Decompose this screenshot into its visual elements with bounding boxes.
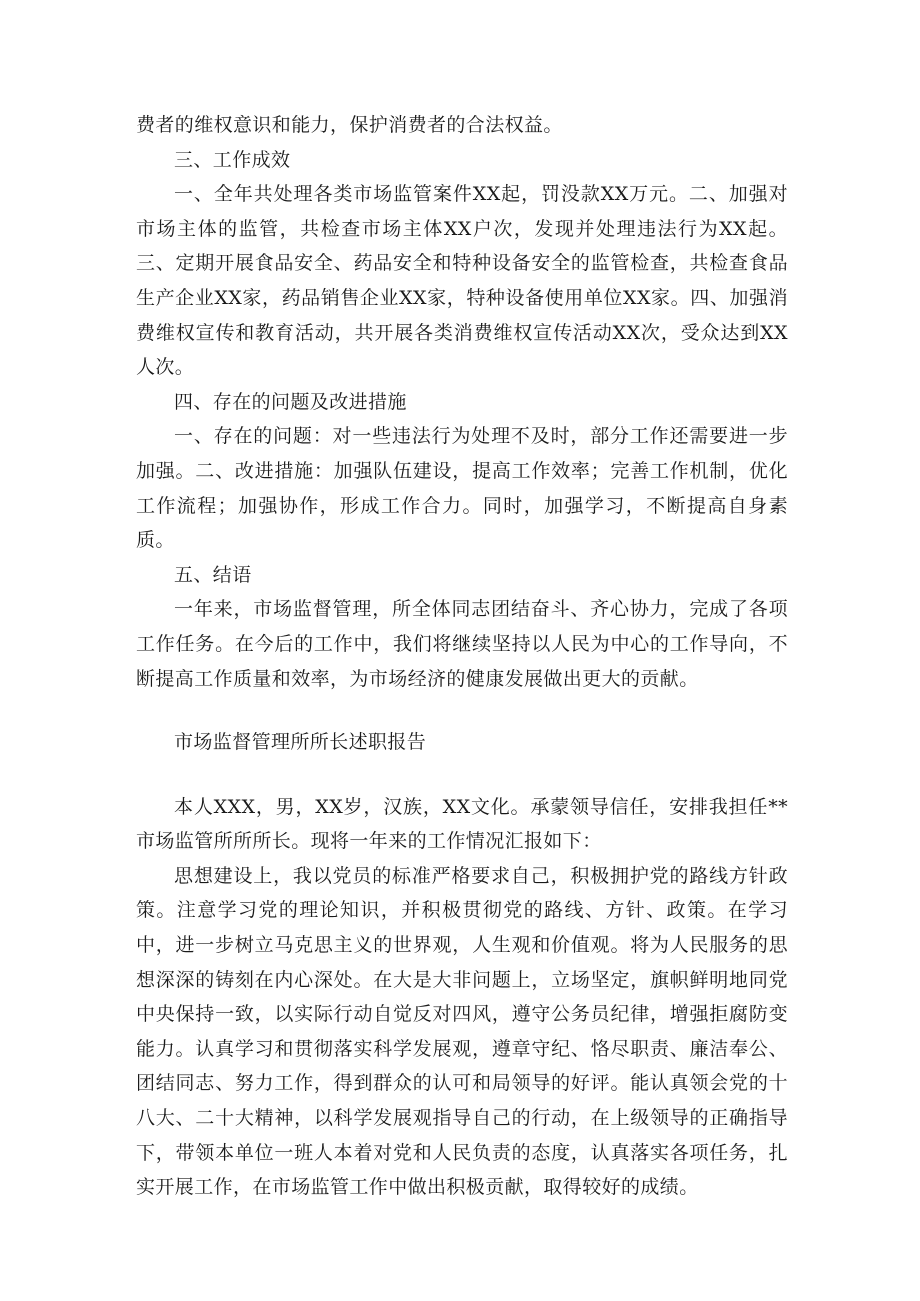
section-heading-results: 三、工作成效: [174, 148, 291, 171]
document-body: [136, 108, 788, 1205]
paragraph-introduction: 本人XXX，男，XX岁，汉族，XX文化。承蒙领导信任，安排我担任**市场监管所所所长。现将一年来的工作情况汇报如下：: [136, 795, 788, 853]
paragraph-ideological-building: 思想建设上，我以党员的标准严格要求自己，积极拥护党的路线方针政策。注意学习党的理论知识，并积极贯彻党的路线、方针、政策。在学习中，进一步树立马克思主义的世界观，人生观和价值观。将为人民服务的思想深深的铸刻在内心深处。在大是大非问题上，立场坚定，旗帜鲜明地同党中央保持一致，以实际行动自觉反对四风，遵守公务员纪律，增强拒腐防变能力。认真学习和贯彻落实科学发展观，遵章守纪、恪尽职责、廉洁奉公、团结同志、努力工作，得到群众的认可和局领导的好评。能认真领会党的十八大、二十大精神，以科学发展观指导自己的行动，在上级领导的正确指导下，带领本单位一班人本着对党和人民负责的态度，认真落实各项任务，扎实开展工作，在市场监管工作中做出积极贡献，取得较好的成绩。: [136, 864, 788, 1199]
paragraph-results: 一、全年共处理各类市场监管案件XX起，罚没款XX万元。二、加强对市场主体的监管，共检查市场主体XX户次，发现并处理违法行为XX起。三、定期开展食品安全、药品安全和特种设备安全的监管检查，共检查食品生产企业XX家，药品销售企业XX家，特种设备使用单位XX家。四、加强消费维权宣传和教育活动，共开展各类消费维权宣传活动XX次，受众达到XX人次。: [136, 183, 788, 379]
report-title: 市场监督管理所所长述职报告: [174, 731, 427, 754]
paragraph-problems: 一、存在的问题：对一些违法行为处理不及时，部分工作还需要进一步加强。二、改进措施：加强队伍建设，提高工作效率；完善工作机制，优化工作流程；加强协作，形成工作合力。同时，加强学习，不断提高自身素质。: [136, 425, 788, 552]
section-heading-problems: 四、存在的问题及改进措施: [174, 390, 407, 413]
section-heading-conclusion: 五、结语: [174, 563, 252, 586]
paragraph-continuation: 费者的维权意识和能力，保护消费者的合法权益。: [136, 114, 563, 136]
paragraph-conclusion: 一年来，市场监督管理，所全体同志团结奋斗、齐心协力，完成了各项工作任务。在今后的工作中，我们将继续坚持以人民为中心的工作导向，不断提高工作质量和效率，为市场经济的健康发展做出更大的贡献。: [136, 598, 788, 690]
